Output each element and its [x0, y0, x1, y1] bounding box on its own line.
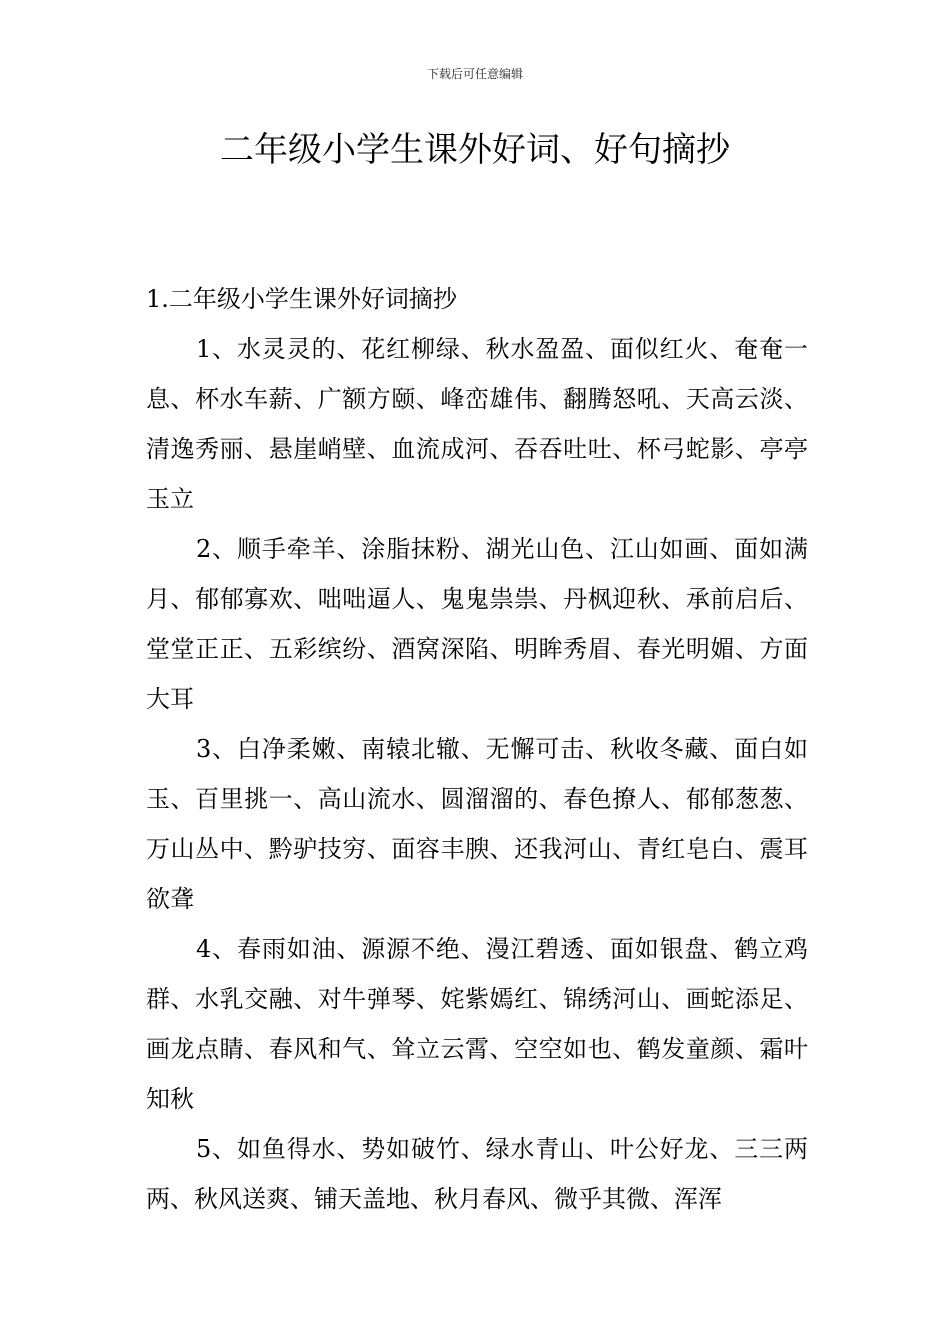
document-body: [146, 274, 808, 1224]
section-heading: 1.二年级小学生课外好词摘抄: [146, 285, 457, 313]
paragraph-1: 1、水灵灵的、花红柳绿、秋水盈盈、面似红火、奄奄一息、杯水车薪、广额方颐、峰峦雄伟、翻腾怒吼、天高云淡、清逸秀丽、悬崖峭壁、血流成河、吞吞吐吐、杯弓蛇影、亭亭玉立: [146, 335, 808, 513]
paragraph-4: 4、春雨如油、源源不绝、漫江碧透、面如银盘、鹤立鸡群、水乳交融、对牛弹琴、姹紫嫣红、锦绣河山、画蛇添足、画龙点睛、春风和气、耸立云霄、空空如也、鹤发童颜、霜叶知秋: [146, 935, 808, 1113]
document-title: 二年级小学生课外好词、好句摘抄: [220, 130, 730, 170]
paragraph-3: 3、白净柔嫩、南辕北辙、无懈可击、秋收冬藏、面白如玉、百里挑一、高山流水、圆溜溜的、春色撩人、郁郁葱葱、万山丛中、黔驴技穷、面容丰腴、还我河山、青红皂白、震耳欲聋: [146, 735, 808, 913]
paragraph-2: 2、顺手牵羊、涂脂抹粉、湖光山色、江山如画、面如满月、郁郁寡欢、咄咄逼人、鬼鬼祟祟、丹枫迎秋、承前启后、堂堂正正、五彩缤纷、酒窝深陷、明眸秀眉、春光明媚、方面大耳: [146, 535, 808, 713]
paragraph-5: 5、如鱼得水、势如破竹、绿水青山、叶公好龙、三三两两、秋风送爽、铺天盖地、秋月春风、微乎其微、浑浑: [146, 1135, 808, 1213]
header-note: 下载后可任意编辑: [426, 67, 523, 81]
